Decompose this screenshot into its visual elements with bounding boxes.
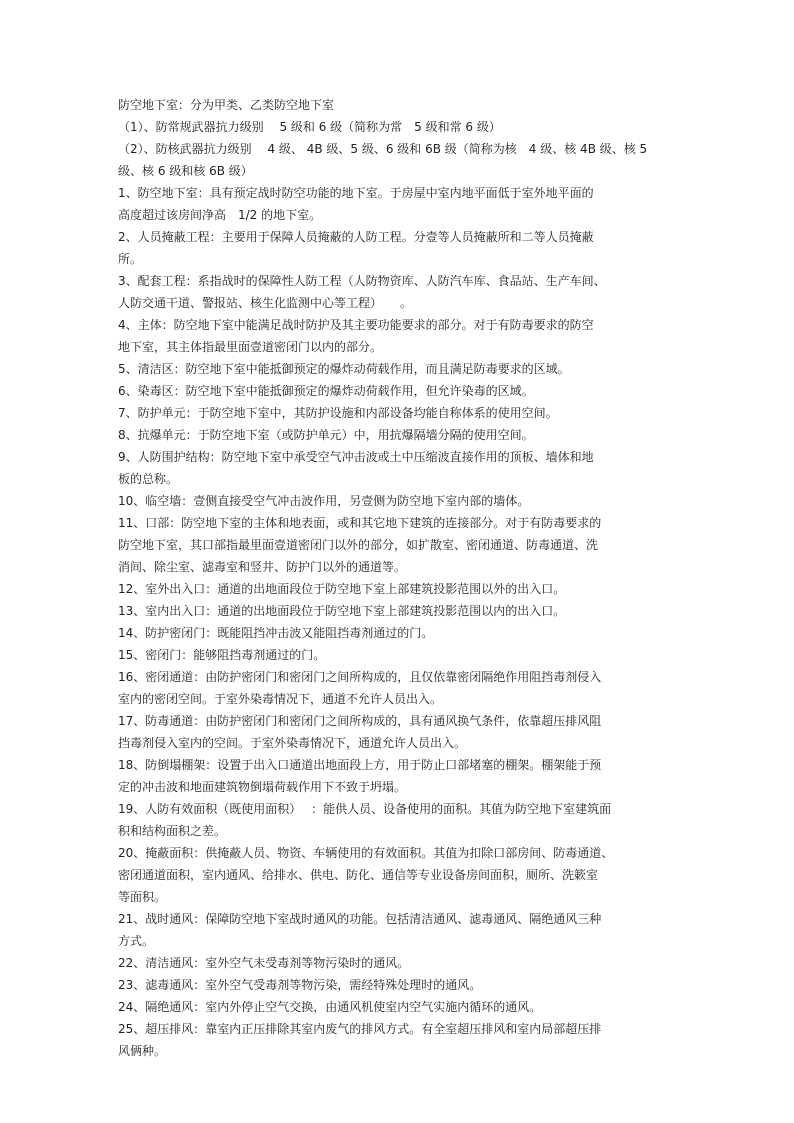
text-line: 防空地下室，其口部指最里面壹道密闭门以外的部分，如扩散室、密闭通道、防毒通道、洗 (118, 538, 599, 552)
text-line: 5、清洁区：防空地下室中能抵御预定的爆炸动荷载作用，而且满足防毒要求的区域。 (118, 362, 570, 376)
text-line: 室内的密闭空间。于室外染毒情况下，通道不允许人员出入。 (118, 692, 443, 706)
text-line: 7、防护单元：于防空地下室中，其防护设施和内部设备均能自称体系的使用空间。 (118, 406, 558, 420)
heading-line: 防空地下室：分为甲类、乙类防空地下室 (118, 98, 335, 112)
text-line: 定的冲击波和地面建筑物倒塌荷载作用下不致于坍塌。 (118, 780, 407, 794)
text-line: 9、人防围护结构：防空地下室中承受空气冲击波或土中压缩波直接作用的顶板、墙体和地 (118, 450, 594, 464)
text-line: 所。 (118, 252, 143, 266)
text-line: 消间、除尘室、滤毒室和竖井、防护门以外的通道等。 (118, 560, 407, 574)
text-line: 20、掩蔽面积：供掩蔽人员、物资、车辆使用的有效面积。其值为扣除口部房间、防毒通道、 (118, 846, 614, 860)
text-line: （1）、防常规武器抗力级别 5 级和 6 级（简称为常 5 级和常 6 级） (118, 120, 501, 134)
text-line: 积和结构面积之差。 (118, 824, 227, 838)
text-line: 18、防倒塌棚架：设置于出入口通道出地面段上方，用于防止口部堵塞的棚架。棚架能于预 (118, 758, 602, 772)
text-line: 13、室内出入口：通道的出地面段位于防空地下室上部建筑投影范围以内的出入口。 (118, 604, 566, 618)
text-line: 3、配套工程：系指战时的保障性人防工程（人防物资库、人防汽车库、食品站、生产车间、 (118, 274, 606, 288)
text-line: （2）、防核武器抗力级别 4 级、 4B 级、5 级、6 级和 6B 级（简称为核 4 级、核 4B 级、核 5 (118, 142, 648, 156)
text-line: 8、抗爆单元：于防空地下室（或防护单元）中，用抗爆隔墙分隔的使用空间。 (118, 428, 534, 442)
text-line: 2、人员掩蔽工程：主要用于保障人员掩蔽的人防工程。分壹等人员掩蔽所和二等人员掩蔽 (118, 230, 594, 244)
text-line: 25、超压排风：靠室内正压排除其室内废气的排风方式。有全室超压排风和室内局部超压排 (118, 1022, 602, 1036)
text-line: 6、染毒区：防空地下室中能抵御预定的爆炸动荷载作用，但允许染毒的区域。 (118, 384, 534, 398)
text-line: 10、临空墙：壹侧直接受空气冲击波作用，另壹侧为防空地下室内部的墙体。 (118, 494, 530, 508)
text-line: 密闭通道面积，室内通风、给排水、供电、防化、通信等专业设备房间面积，厕所、洗簌室 (118, 868, 599, 882)
text-line: 14、防护密闭门：既能阻挡冲击波又能阻挡毒剂通过的门。 (118, 626, 434, 640)
document-body (118, 94, 680, 1062)
text-line: 17、防毒通道：由防护密闭门和密闭门之间所构成的，具有通风换气条件，依靠超压排风阻 (118, 714, 602, 728)
text-line: 人防交通干道、警报站、核生化监测中心等工程） 。 (118, 296, 413, 310)
text-line: 高度超过该房间净高 1/2 的地下室。 (118, 208, 322, 222)
text-line: 1、防空地下室：具有预定战时防空功能的地下室。于房屋中室内地平面低于室外地平面的 (118, 186, 594, 200)
text-line: 24、隔绝通风：室内外停止空气交换，由通风机使室内空气实施内循环的通风。 (118, 1000, 542, 1014)
text-line: 挡毒剂侵入室内的空间。于室外染毒情况下，通道允许人员出入。 (118, 736, 467, 750)
text-line: 15、密闭门：能够阻挡毒剂通过的门。 (118, 648, 326, 662)
text-line: 板的总称。 (118, 472, 179, 486)
text-line: 11、口部：防空地下室的主体和地表面，或和其它地下建筑的连接部分。对于有防毒要求的 (118, 516, 602, 530)
text-line: 级、核 6 级和核 6B 级） (118, 164, 253, 178)
text-line: 风俩种。 (118, 1044, 167, 1058)
text-line: 12、室外出入口：通道的出地面段位于防空地下室上部建筑投影范围以外的出入口。 (118, 582, 566, 596)
text-line: 4、主体：防空地下室中能满足战时防护及其主要功能要求的部分。对于有防毒要求的防空 (118, 318, 594, 332)
text-line: 23、滤毒通风：室外空气受毒剂等物污染，需经特殊处理时的通风。 (118, 978, 482, 992)
text-line: 16、密闭通道：由防护密闭门和密闭门之间所构成的，且仅依靠密闭隔绝作用阻挡毒剂侵入 (118, 670, 602, 684)
text-line: 21、战时通风：保障防空地下室战时通风的功能。包括清洁通风、滤毒通风、隔绝通风三种 (118, 912, 602, 926)
text-line: 19、人防有效面积（既使用面积） ：能供人员、设备使用的面积。其值为防空地下室建筑面 (118, 802, 612, 816)
text-line: 方式。 (118, 934, 155, 948)
text-line: 等面积。 (118, 890, 167, 904)
text-line: 22、清洁通风：室外空气未受毒剂等物污染时的通风。 (118, 956, 410, 970)
text-line: 地下室，其主体指最里面壹道密闭门以内的部分。 (118, 340, 383, 354)
